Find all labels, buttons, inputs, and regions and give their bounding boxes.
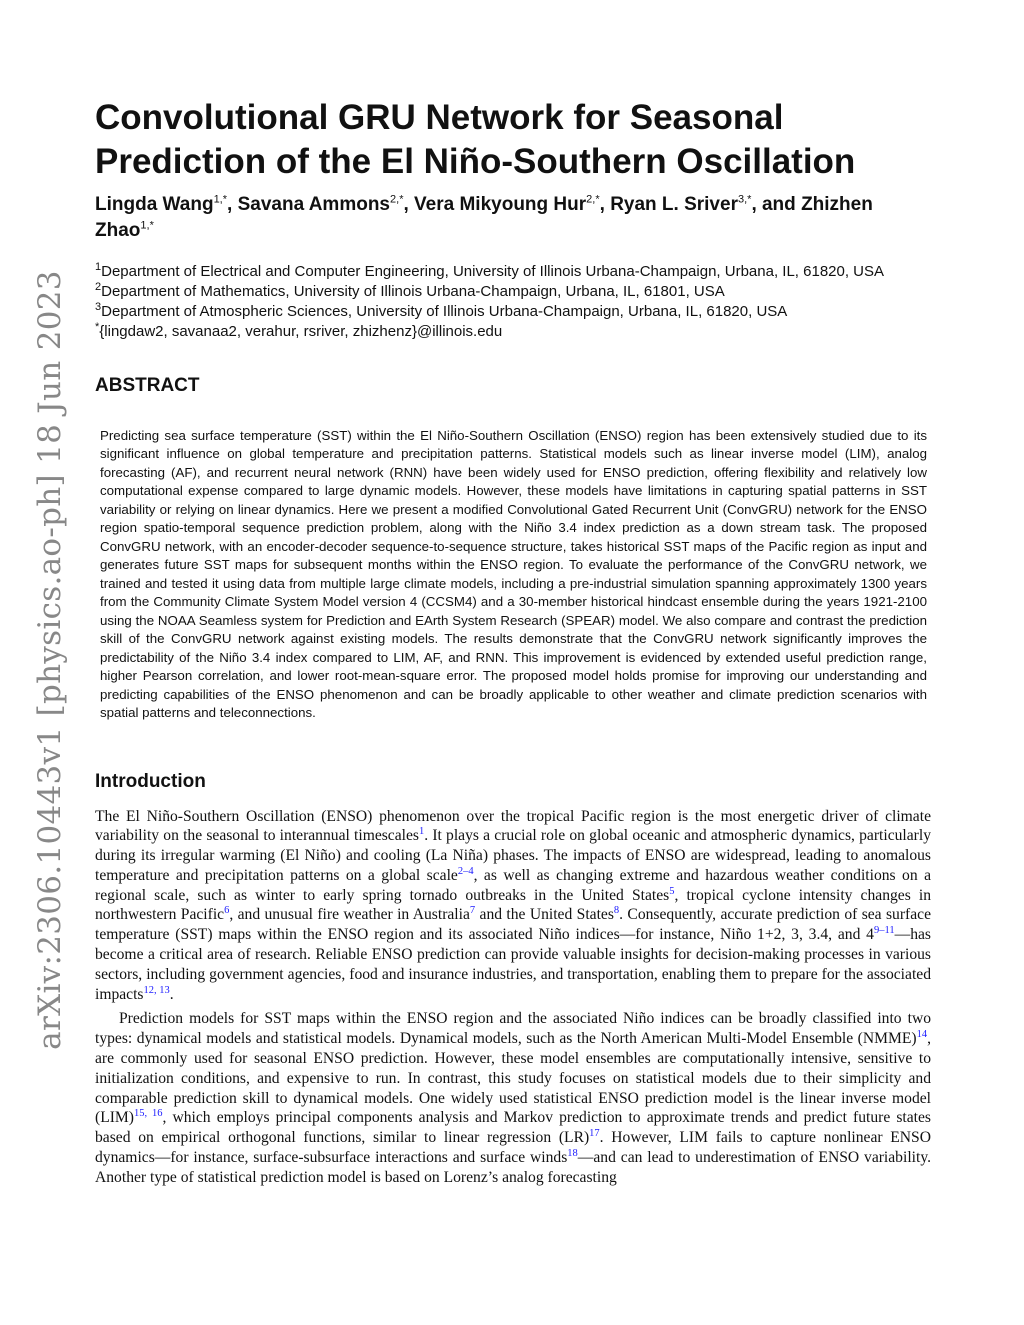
- author-name: Savana Ammons: [237, 194, 391, 215]
- affiliation-item: [95, 302, 931, 322]
- affiliation-text: Department of Mathematics, University of Illinois Urbana-Champaign, Urbana, IL, 61801, USA: [101, 283, 725, 300]
- author-name: Zhizhen Zhao: [95, 194, 873, 241]
- affiliation-list: [95, 262, 931, 342]
- citation-link[interactable]: 15, 16: [133, 1108, 163, 1120]
- paper-title: Convolutional GRU Network for Seasonal Prediction of the El Niño-Southern Oscillation: [95, 98, 856, 181]
- affiliation-mark: 2: [95, 281, 102, 293]
- paragraph-text: , are commonly used for seasonal ENSO prediction. However, these model ensembles are computationally intensive, sensitive to initialization conditions, and expensive to run. In contrast, this study focuses on statistical models due to their simplicity and comparable prediction skill to dynamical models. One widely used statistical ENSO prediction model is the linear inverse model (LIM): [95, 1030, 931, 1127]
- citation-link[interactable]: 2–4: [457, 865, 474, 877]
- paragraph-text: , as well as changing extreme and hazardous weather conditions on a regional scale, such as winter to early spring tornado outbreaks in the United States: [95, 866, 931, 904]
- author-separator: ,: [599, 194, 611, 215]
- paragraph-text: .: [169, 985, 174, 1003]
- author-separator: ,: [227, 194, 238, 215]
- author-separator: ,: [403, 194, 415, 215]
- author-affiliation-mark: 3,*: [737, 193, 752, 206]
- paragraph-text: —and can lead to underestimation of ENSO variability. Another type of statistical prediction model is based on Lorenz’s analog forecasting: [95, 1149, 931, 1186]
- abstract-heading: ABSTRACT: [95, 374, 200, 396]
- introduction-paragraph: [95, 1009, 931, 1187]
- paragraph-text: —has become a critical area of research. Reliable ENSO prediction can provide valuable insights for decision-making processes in various sectors, including government agencies, food and insurance industries, and transportation, enabling them to prepare for the associated impacts: [95, 926, 931, 1003]
- affiliation-mark: *: [95, 321, 100, 333]
- arxiv-identifier-stamp: arXiv:2306.10443v1 [physics.ao-ph] 18 Jun 2023: [32, 270, 68, 1050]
- author-name: Ryan L. Sriver: [610, 194, 738, 215]
- citation-link[interactable]: 6: [224, 905, 230, 917]
- author-name: Lingda Wang: [95, 194, 214, 215]
- author-separator: , and: [751, 194, 802, 215]
- paragraph-text: The El Niño-Southern Oscillation (ENSO) phenomenon over the tropical Pacific region is the most energetic driver of climate variability on the seasonal to interannual timescales: [95, 807, 931, 845]
- paragraph-text: , and unusual fire weather in Australia: [229, 906, 470, 924]
- introduction-paragraph: [95, 807, 931, 1005]
- citation-link[interactable]: 17: [589, 1128, 600, 1140]
- author-affiliation-mark: 2,*: [586, 193, 600, 206]
- introduction-body: [95, 807, 931, 1188]
- author-list: [95, 192, 931, 244]
- paper-page: [95, 96, 931, 1188]
- paragraph-text: and the United States: [475, 906, 614, 924]
- affiliation-text: Department of Atmospheric Sciences, University of Illinois Urbana-Champaign, Urbana, IL, 61820, USA: [101, 303, 788, 320]
- author-affiliation-mark: 1,*: [213, 193, 228, 206]
- paragraph-text: Prediction models for SST maps within the ENSO region and the associated Niño indices can be broadly classified into two types: dynamical models and statistical models. Dynamical models, such as the North American Multi-Model Ensemble (NMME): [95, 1010, 931, 1048]
- citation-link[interactable]: 7: [469, 905, 476, 917]
- citation-link[interactable]: 9–11: [873, 925, 895, 937]
- affiliation-item: [95, 322, 931, 342]
- author-affiliation-mark: 1,*: [140, 219, 154, 232]
- affiliation-text: {lingdaw2, savanaa2, verahur, rsriver, zhizhenz}@illinois.edu: [99, 323, 503, 340]
- citation-link[interactable]: 8: [613, 905, 620, 917]
- citation-link[interactable]: 5: [669, 885, 675, 897]
- paragraph-text: , tropical cyclone intensity changes in northwestern Pacific: [95, 886, 931, 924]
- author-affiliation-mark: 2,*: [390, 193, 404, 206]
- abstract-text: Predicting sea surface temperature (SST) within the El Niño-Southern Oscillation (ENSO) region has been extensively studied due to its significant influence on global temperature and precipitation patterns. Statistical models such as linear inverse model (LIM), analog forecasting (AF), and recurrent neural network (RNN) have been widely used for ENSO prediction, offering flexibility and relatively low computational expense compared to large dynamic models. However, these models have limitations in capturing spatial patterns in SST variability or relying on linear dynamics. Here we present a modified Convolutional Gated Recurrent Unit (ConvGRU) network for the ENSO region spatio-temporal sequence prediction problem, along with the Niño 3.4 index prediction as a down stream task. The proposed ConvGRU network, with an encoder-decoder sequence-to-sequence structure, takes historical SST maps of the Pacific region as input and generates future SST maps for subsequent months within the ENSO region. To evaluate the performance of the ConvGRU network, we trained and tested it using data from multiple large climate models, including a pre-industrial simulation spanning approximately 1300 years from the Community Climate System Model version 4 (CCSM4) and a 30-member historical hindcast ensemble during the years 1921-2100 using the NOAA Seamless system for Prediction and EArth System Research (SPEAR) model. We also compare and contrast the prediction skill of the ConvGRU network against existing models. The results demonstrate that the ConvGRU network significantly improves the predictability of the Niño 3.4 index compared to LIM, AF, and RNN. This improvement is evidenced by extended useful prediction range, higher Pearson correlation, and lower root-mean-square error. The proposed model holds promise for improving our understanding and predicting capabilities of the ENSO phenomenon and can be broadly applicable to other weather and climate prediction scenarios with spatial patterns and teleconnections.: [100, 427, 927, 720]
- citation-link[interactable]: 14: [916, 1029, 928, 1041]
- author-name: Vera Mikyoung Hur: [414, 194, 587, 215]
- paragraph-text: . However, LIM fails to capture nonlinear ENSO dynamics—for instance, surface-subsurface interactions and surface winds: [95, 1129, 931, 1167]
- affiliation-item: [95, 282, 931, 302]
- paragraph-text: , which employs principal components analysis and Markov prediction to approximate trends and predict future states based on empirical orthogonal functions, similar to linear regression (LR): [95, 1109, 932, 1147]
- affiliation-text: Department of Electrical and Computer Engineering, University of Illinois Urbana-Champaign, Urbana, IL, 61820, USA: [101, 263, 885, 280]
- introduction-heading: Introduction: [95, 770, 206, 792]
- citation-link[interactable]: 18: [567, 1147, 578, 1159]
- paragraph-text: . Consequently, accurate prediction of sea surface temperature (SST) maps within the ENSO region and its associated Niño indices—for instance, Niño 1+2, 3, 3.4, and 4: [95, 906, 931, 944]
- citation-link[interactable]: 1: [418, 826, 425, 838]
- affiliation-item: [95, 262, 931, 282]
- affiliation-mark: 3: [95, 301, 102, 313]
- affiliation-mark: 1: [95, 261, 102, 273]
- citation-link[interactable]: 12, 13: [143, 984, 170, 996]
- paragraph-text: . It plays a crucial role on global oceanic and atmospheric dynamics, particularly during its irregular warming (El Niño) and cooling (La Niña) phases. The impacts of ENSO are widespread, leading to anomalous temperature and precipitation patterns on a global scale: [95, 827, 931, 884]
